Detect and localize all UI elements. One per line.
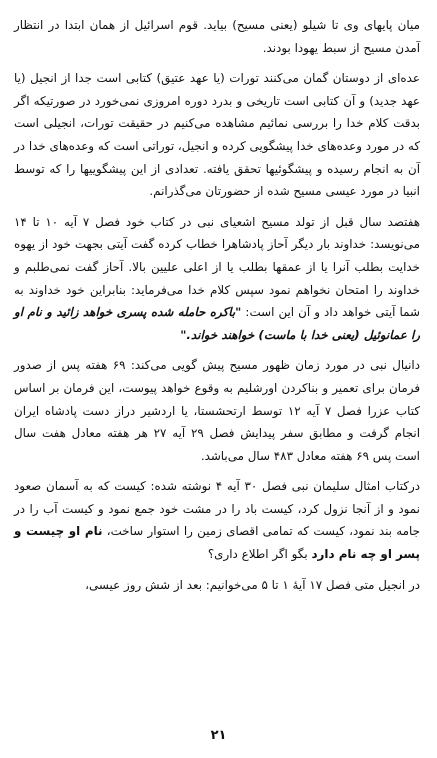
paragraph-6	[14, 574, 420, 597]
paragraph-5-tail: بگو اگر اطلاع داری؟	[207, 547, 312, 562]
paragraph-1	[14, 14, 420, 59]
page-number: ۲۱	[210, 728, 227, 743]
isaiah-quote: "باکره حامله شده پسری خواهد زائید و نام او را عمانوئیل (یعنی خدا با ماست) خواهند خواند."	[14, 305, 420, 342]
proverbs-emphasis: نام او چیست و پسر او چه نام دارد	[14, 524, 420, 562]
paragraph-5-text: درکتاب امثال سلیمان نبی فصل ۳۰ آیه ۴ نوشته شده: کیست که به آسمان صعود نمود و از آنجا نزول کرد، کیست باد را در مشت خود جمع نمود و کیست آب را در جامه بند نمود، کیست که تمامی اقصای زمین را استوار ساخت،	[14, 479, 420, 539]
paragraph-3	[14, 211, 420, 347]
paragraph-3-text: هفتصد سال قبل از تولد مسیح اشعیای نبی در کتاب خود فصل ۷ آیه ۱۰ تا ۱۴ می‌نویسد: خداوند بار دیگر آحاز پادشاهرا خطاب کرده گفت آیتی بجهت خود از یهوه خدایت بطلب آنرا یا از عمقها بطلب یا از اعلی علیین بالا. آحاز گفت نمی‌طلبم و خداوند را امتحان نخواهم نمود سپس کلام خدا می‌فرماید: بنابراین خود خداوند به شما آیتی خواهد داد و آن این است:	[14, 214, 420, 320]
paragraph-6-text: در انجیل متی فصل ۱۷ آیهٔ ۱ تا ۵ می‌خوانیم: بعد از شش روز عیسی،	[85, 577, 420, 592]
paragraph-4	[14, 354, 420, 467]
paragraph-2-text: عده‌ای از دوستان گمان می‌کنند تورات (یا عهد عتیق) کتابی است جدا از انجیل (یا عهد جدید) و آن کتابی است تاریخی و بدرد دوره امروزی نمی‌خورد در صورتیکه اگر بدقت کلام خدا را بررسی نمائیم مشاهده می‌کنیم در حقیقت تورات، انجیلی است که در مورد وعده‌های خدا پیشگویی کرده و انجیل، توراتی است که وعده‌های خدا در آن به انجام رسیده و پیشگوئیها تحقق یافته. تعدادی از این پیشگوییها را که توسط انبیا در مورد عیسی مسیح شده از حضورتان می‌گذرانم.	[14, 71, 420, 199]
paragraph-2	[14, 67, 420, 203]
paragraph-4-text: دانیال نبی در مورد زمان ظهور مسیح پیش گویی می‌کند: ۶۹ هفته پس از صدور فرمان برای تعمیر و بناکردن اورشلیم به وقوع خواهد پیوست، این فرمان بر اساس کتاب عزرا فصل ۷ آیه ۱۲ توسط ارتحشستا، یا اردشیر دراز دست پادشاه ایران انجام گرفت و مطابق سفر پیدایش فصل ۲۹ آیه ۲۷ هر هفته معادل هفت سال است پس ۶۹ هفته معادل ۴۸۳ سال می‌باشد.	[14, 358, 420, 463]
paragraph-1-text: میان پایهای وی تا شیلو (یعنی مسیح) بیاید. قوم اسرائیل از همان ابتدا در انتظار آمدن مسیح از سبط یهودا بودند.	[14, 18, 420, 55]
paragraph-5	[14, 475, 420, 565]
